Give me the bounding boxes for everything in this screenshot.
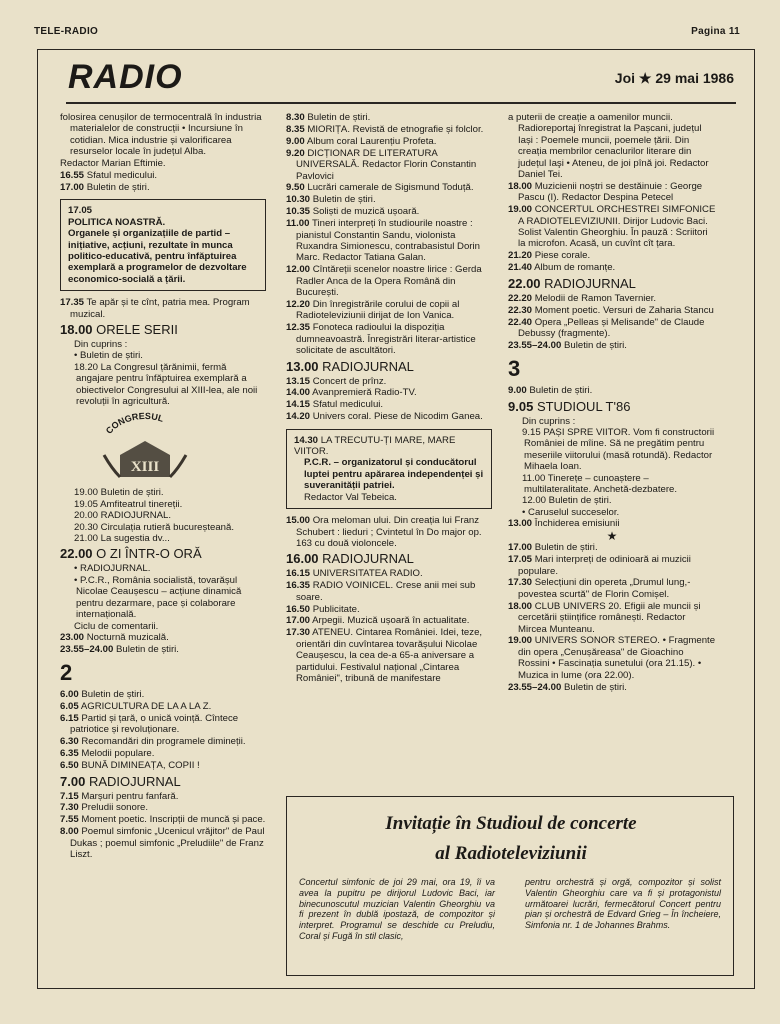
page-title: RADIO	[68, 58, 183, 96]
entry-text: folosirea cenușilor de termocentrală în industria materialelor de construcții • Incursiune în cotidian. Mica industrie și valorificarea resurselor locale în județul Alba.	[60, 112, 262, 158]
entry-text: Cîntăreții scenelor noastre lirice : Gerda Radler Anca de la Opera Română din București.	[296, 264, 482, 299]
schedule-entry	[60, 112, 266, 158]
entry-text: Preludii sonore.	[81, 802, 149, 814]
entry-time: 17.30	[508, 577, 533, 589]
entry-text: DICȚIONAR DE LITERATURA UNIVERSALĂ. Redactor Florin Constantin Pavlovici	[296, 147, 477, 182]
entry-text: Buletin de știri.	[534, 542, 598, 554]
box-title: 14.30 LA TRECUTU-ȚI MARE, MARE VIITOR.	[294, 434, 456, 458]
schedule-entry	[286, 136, 492, 147]
sub-entry: Din cuprins :	[74, 339, 128, 350]
schedule-entry	[286, 387, 492, 398]
entry-time: 10.35	[286, 206, 311, 218]
schedule-entry	[508, 305, 716, 316]
entry-time: 14.20	[286, 411, 311, 423]
entry-time: 19.00	[508, 204, 533, 216]
entry-text: Melodii populare.	[81, 748, 155, 760]
schedule-entry	[60, 689, 266, 700]
box-redactor: Redactor Val Tebeica.	[304, 491, 397, 503]
schedule-entry	[508, 601, 716, 635]
schedule-entry	[286, 112, 492, 123]
schedule-entry	[286, 322, 492, 356]
schedule-entry	[286, 148, 492, 182]
schedule-entry	[60, 158, 266, 169]
sub-entry: 18.20 La Congresul țărănimii, fermă angajare pentru înfăptuirea exemplară a obiectivelor Congresului al XIII-lea, ale noii revoluții în agricultură.	[74, 361, 258, 408]
invitation-text-left: Concertul simfonic de joi 29 mai, ora 19, îi va avea la pupitru pe dirijorul Ludovic Baci, iar binecunoscutul muzician Valentin Gheorghiu va fi prezent în dublă ipostază, de compozitor și interpret. Programul se deschide cu Preludiu, Coral și Fugă în stil clasic,	[299, 877, 495, 941]
invitation-title-2: al Radioteleviziunii	[435, 843, 587, 864]
sub-entry: 20.00 RADIOJURNAL.	[74, 510, 172, 522]
entry-text: UNIVERS SONOR STEREO. • Fragmente din opera „Cenușăreasa" de Gioachino Rossini • Fascinația sunetului (ora 21.15). • Muzica in lume (ora 22.00).	[518, 635, 716, 681]
entry-text: Te apăr și te cînt, patria mea. Program muzical.	[70, 297, 250, 320]
section-o-zi: 22.00 O ZI ÎNTR-O ORĂ	[60, 546, 202, 562]
sub-entry: 9.15 PAȘI SPRE VIITOR. Vom fi constructorii României de mîine. Să ne pregătim pentru meseriile viitorului (masă rotundă). Redactor Mihaela Ioan.	[522, 427, 715, 473]
entry-text: Lucrări camerale de Sigismund Toduță.	[307, 182, 474, 194]
entry-time: 16.55	[60, 170, 85, 182]
entry-time: 8.35	[286, 123, 305, 135]
box-text: P.C.R. – organizatorul și conducătorul luptei pentru apărarea independenței și suveranității patriei.	[304, 457, 484, 492]
sub-entry: 12.00 Buletin de știri.	[522, 495, 612, 507]
sub-entry: 19.05 Amfiteatrul tinereții.	[74, 498, 183, 510]
schedule-entry	[60, 713, 266, 736]
sub-entry: Ciclu de comentarii.	[74, 620, 159, 632]
logo-word: CONGRESUL	[103, 411, 165, 437]
entry-text: Opera „Pelleas și Melisande" de Claude Debussy (fragmente).	[518, 316, 705, 339]
date-text: 29 mai 1986	[655, 70, 734, 86]
schedule-entry	[286, 299, 492, 322]
entry-time: 7.15	[60, 790, 79, 802]
entry-time: 7.30	[60, 802, 79, 814]
schedule-entry	[508, 112, 716, 180]
schedule-entry	[286, 627, 492, 684]
star-icon: ★	[606, 529, 618, 544]
entry-text: Buletin de știri.	[81, 689, 145, 701]
entry-time: 16.15	[286, 568, 311, 580]
schedule-entry	[508, 635, 716, 681]
entry-text: CLUB UNIVERS 20. Efigii ale muncii și cercetării științifice românești. Redactor Mircea Munteanu.	[518, 600, 701, 635]
entry-text: Buletin de știri.	[307, 112, 371, 123]
entry-text: Nocturnă muzicală.	[86, 631, 169, 643]
trecut-box	[286, 429, 492, 509]
entry-text: Redactor Marian Eftimie.	[60, 158, 166, 170]
schedule-entry	[508, 317, 716, 340]
schedule-entry	[286, 580, 492, 603]
schedule-entry	[508, 385, 716, 396]
entry-text: Buletin de știri.	[86, 181, 150, 193]
entry-text: Buletin de știri.	[564, 681, 627, 693]
logo-number: XIII	[130, 459, 160, 476]
entry-time: 18.00	[508, 600, 533, 612]
sub-entry: 21.00 La sugestia dv...	[74, 533, 170, 545]
sub-entry: Din cuprins :	[522, 415, 576, 427]
entry-text: Fonoteca radioului la dispoziția dumneavoastră. Înregistrări literar-artistice solicitate de ascultători.	[296, 322, 476, 357]
entry-time: 7.55	[60, 814, 79, 826]
entry-text: Sfatul medicului.	[86, 170, 158, 182]
politica-box	[60, 199, 266, 291]
entry-text: Închiderea emisiunii	[534, 518, 620, 530]
box-text: Organele și organizațiile de partid – inițiative, acțiuni, rezultate în munca politico-educativă, pentru înfăptuirea exemplară a programelor de dezvoltare economico-socială a țării.	[68, 228, 247, 285]
entry-time: 6.15	[60, 713, 79, 725]
entry-text: Soliști de muzică ușoară.	[312, 206, 420, 218]
invitation-box	[286, 796, 734, 976]
schedule-entry	[60, 701, 266, 712]
entry-text: CONCERTUL ORCHESTREI SIMFONICE A RADIOTELEVIZIUNII. Dirijor Ludovic Baci. Solist Valentin Gheorghiu. În pauză : Scriitori la microfon. Acasă, un cuvînt cît țara.	[518, 204, 716, 250]
entry-text: ATENEU. Cintarea României. Idei, teze, orientări din cuvîntarea tovarășului Nicolae Ceaușescu, la cea de-a 65-a aniversare a partidului. Festivalul național „Cintarea României", tribună de manifestare	[296, 627, 483, 684]
entry-text: a puterii de creație a oamenilor muncii. Radioreportaj înregistrat la Pașcani, județul Iași : Poemele muncii, poemele țării. Din creația membrilor cenaclurilor literare din județul Iaşi • Ateneu, de joi pînă joi. Redactor Daniel Tei.	[508, 112, 709, 181]
schedule-entry	[60, 170, 266, 181]
schedule-entry	[60, 791, 266, 802]
schedule-entry	[508, 204, 716, 250]
entry-time: 17.00	[60, 181, 85, 193]
page-header-left: TELE-RADIO	[34, 26, 99, 37]
entry-time: 13.00	[508, 518, 533, 530]
entry-time: 17.05	[508, 554, 533, 566]
day-3-marker: 3	[508, 356, 521, 382]
sub-entry: 20.30 Circulația rutieră bucureșteană.	[74, 521, 234, 533]
entry-text: AGRICULTURA DE LA A LA Z.	[80, 701, 212, 713]
entry-text: Buletin de știri.	[564, 339, 627, 351]
entry-time: 18.00	[508, 180, 533, 192]
entry-text: Din înregistrările corului de copii al Radioteleviziunii dirijat de Ion Vanica.	[296, 299, 460, 322]
entry-text: Recomandări din programele dimineții.	[81, 736, 246, 748]
entry-text: Avanpremieră Radio-TV.	[312, 387, 417, 399]
schedule-entry	[286, 411, 492, 422]
entry-text: Concert de prînz.	[312, 375, 387, 387]
entry-time: 16.35	[286, 580, 311, 592]
column-1	[60, 112, 266, 861]
date-day: Joi	[614, 70, 636, 86]
schedule-entry	[60, 826, 266, 860]
schedule-entry	[60, 632, 266, 643]
svg-text:CONGRESUL	[104, 411, 165, 436]
schedule-entry	[508, 250, 716, 261]
entry-time: 9.00	[286, 135, 305, 147]
schedule-entry	[286, 218, 492, 264]
entry-time: 10.30	[286, 194, 311, 206]
box-time: 17.05	[68, 205, 93, 217]
entry-time: 16.50	[286, 603, 311, 615]
entry-text: RADIO VOINICEL. Crese anii mei sub soare.	[296, 580, 476, 603]
entry-time: 6.35	[60, 748, 79, 760]
schedule-entry	[286, 264, 492, 298]
entry-time: 11.00	[286, 218, 310, 230]
schedule-entry	[508, 518, 716, 529]
schedule-entry	[508, 542, 716, 553]
sub-entry: • RADIOJURNAL.	[74, 563, 151, 575]
section-studioul: 9.05 STUDIOUL T'86	[508, 398, 631, 414]
section-radiojurnal-13: 13.00 RADIOJURNAL	[286, 358, 414, 374]
schedule-entry	[508, 682, 716, 693]
entry-text: Poemul simfonic „Ucenicul vrăjitor" de Paul Dukas ; poemul simfonic „Preludiile" de Franz Liszt.	[70, 826, 265, 861]
entry-text: Melodii de Ramon Tavernier.	[534, 292, 657, 304]
schedule-entry	[60, 760, 266, 771]
entry-text: Arpegii. Muzică ușoară în actualitate.	[312, 615, 470, 627]
entry-time: 9.20	[286, 147, 305, 159]
entry-text: Selecțiuni din opereta „Drumul lung,- povestea scurtă" de Florin Comișel.	[518, 577, 691, 600]
entry-text: MIORIȚA. Revistă de etnografie și folclor.	[307, 123, 484, 135]
schedule-entry	[286, 124, 492, 135]
sub-entry: 19.00 Buletin de știri.	[74, 487, 164, 499]
entry-text: Sfatul medicului.	[312, 399, 384, 411]
entry-text: BUNĂ DIMINEAȚA, COPII !	[81, 760, 200, 772]
entry-time: 12.35	[286, 322, 311, 334]
entry-text: UNIVERSITATEA RADIO.	[312, 568, 423, 580]
entry-time: 9.50	[286, 182, 305, 194]
entry-text: Album de romanțe.	[534, 262, 616, 274]
entry-time: 8.30	[286, 112, 305, 123]
entry-text: Buletin de știri.	[116, 643, 179, 655]
sub-entry: • Caruselul succeselor.	[522, 506, 620, 518]
entry-time: 6.05	[60, 701, 79, 713]
page-number: Pagina 11	[691, 26, 740, 37]
entry-text: Piese corale.	[534, 250, 591, 262]
entry-text: Partid și țară, o unică voință. Cîntece patriotice și revoluționare.	[70, 713, 239, 736]
entry-time: 22.40	[508, 316, 533, 328]
entry-text: Mari interpreți de odinioară ai muzicii populare.	[518, 554, 691, 577]
invitation-text-right: pentru orchestră și orgă, compozitor și solist Valentin Gheorghiu care va fi și protagonistul următoarei lucrări, fermecătorul Concert pentru pian și orchestră de Edvard Grieg – În încheiere, Simfonia nr. 1 de Johannes Brahms.	[525, 877, 721, 931]
schedule-entry	[60, 748, 266, 759]
entry-time: 17.30	[286, 627, 311, 639]
schedule-entry	[60, 182, 266, 193]
sub-entry: • Buletin de știri.	[74, 350, 143, 362]
schedule-entry	[60, 644, 266, 655]
entry-text: Tineri interpreți în studiourile noastre : pianistul Constantin Sandu, violonista Ruxandra Simionescu, contrabasistul Dorin Marc. Redactor Tatiana Galan.	[296, 218, 480, 264]
invitation-title-1: Invitație în Studioul de concerte	[385, 813, 637, 834]
section-radiojurnal-7: 7.00 RADIOJURNAL	[60, 773, 181, 789]
schedule-entry	[508, 577, 716, 600]
schedule-entry	[286, 399, 492, 410]
entry-time: 23.00	[60, 631, 85, 643]
entry-text: Marșuri pentru fanfară.	[81, 790, 179, 802]
schedule-entry	[60, 814, 266, 825]
entry-text: Buletin de știri.	[312, 194, 376, 206]
schedule-entry	[60, 802, 266, 813]
entry-time: 19.00	[508, 635, 533, 647]
schedule-entry	[286, 376, 492, 387]
section-radiojurnal-22: 22.00 RADIOJURNAL	[508, 275, 636, 291]
entry-time: 23.55–24.00	[508, 681, 562, 693]
schedule-entry	[60, 736, 266, 747]
entry-time: 15.00	[286, 515, 311, 527]
entry-time: 17.00	[508, 542, 533, 554]
schedule-entry	[286, 206, 492, 217]
entry-time: 6.50	[60, 760, 79, 772]
section-orele-serii: 18.00 ORELE SERII	[60, 322, 178, 337]
title-divider	[66, 102, 736, 104]
entry-text: Buletin de știri.	[529, 385, 593, 397]
schedule-entry	[508, 340, 716, 351]
entry-time: 22.20	[508, 292, 533, 304]
entry-time: 21.20	[508, 250, 533, 262]
entry-time: 14.15	[286, 399, 311, 411]
column-3	[508, 112, 716, 693]
sub-entry: 11.00 Tinerețe – cunoaștere – multilateralitate. Anchetă-dezbatere.	[522, 472, 678, 496]
entry-text: Moment poetic. Versuri de Zaharia Stancu	[534, 304, 714, 316]
entry-time: 12.00	[286, 264, 311, 276]
schedule-entry	[286, 194, 492, 205]
entry-text: Album coral Laurențiu Profeta.	[306, 135, 437, 147]
section-radiojurnal-16: 16.00 RADIOJURNAL	[286, 551, 414, 567]
entry-time: 23.55–24.00	[508, 339, 562, 351]
schedule-entry	[286, 515, 492, 549]
star-icon: ★	[638, 70, 652, 86]
entry-text: Muzicienii noștri se destăinuie : George Pascu (I). Redactor Despina Petecel	[518, 180, 703, 204]
entry-time: 8.00	[60, 826, 79, 838]
entry-text: Ora meloman ului. Din creația lui Franz Schubert : lieduri ; Cvintetul în Do major op. 163 cu două violoncele.	[296, 515, 482, 549]
schedule-entry	[60, 297, 266, 320]
entry-time: 17.00	[286, 615, 311, 627]
entry-time: 14.00	[286, 387, 311, 399]
entry-time: 23.55–24.00	[60, 643, 114, 655]
entry-time: 9.00	[508, 385, 527, 397]
schedule-entry	[286, 615, 492, 626]
schedule-entry	[286, 182, 492, 193]
schedule-entry	[286, 568, 492, 579]
entry-time: 22.30	[508, 304, 533, 316]
entry-time: 6.30	[60, 736, 79, 748]
entry-time: 12.20	[286, 299, 311, 310]
schedule-entry	[508, 181, 716, 204]
entry-time: 6.00	[60, 689, 79, 701]
sub-entry: • P.C.R., România socialistă, tovarășul Nicolae Ceaușescu – acțiune dinamică pentru dezarmare, pace și colaborare internațională.	[74, 574, 242, 621]
schedule-entry	[508, 293, 716, 304]
box-title: POLITICA NOASTRĂ.	[68, 216, 166, 228]
entry-time: 17.35	[60, 297, 85, 309]
day-2-marker: 2	[60, 660, 73, 686]
entry-text: Moment poetic. Inscripții de muncă și pace.	[81, 814, 266, 826]
entry-text: Univers coral. Piese de Nicodim Ganea.	[312, 411, 483, 423]
column-2	[286, 112, 492, 685]
congress-logo-icon	[90, 411, 200, 483]
entry-text: Publicitate.	[312, 603, 360, 615]
schedule-entry	[508, 262, 716, 273]
entry-time: 21.40	[508, 262, 533, 274]
schedule-entry	[286, 604, 492, 615]
entry-time: 13.15	[286, 375, 311, 387]
schedule-entry	[508, 554, 716, 577]
date-line	[615, 70, 734, 87]
